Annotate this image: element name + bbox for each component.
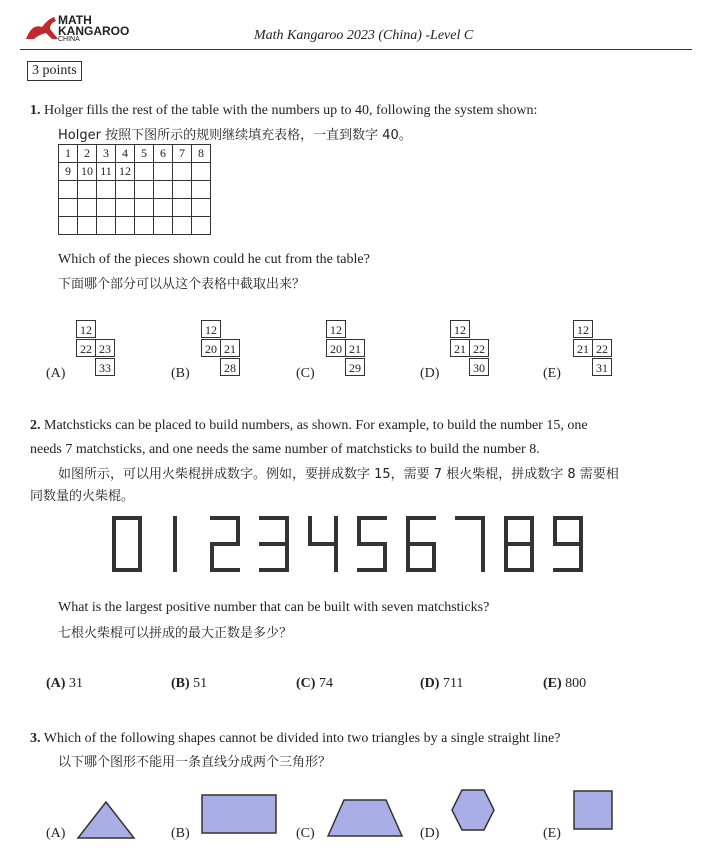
matchstick [334, 544, 338, 572]
matchstick-digit [259, 516, 289, 572]
option-label: (C) [296, 676, 316, 691]
matchstick [406, 516, 410, 544]
table-cell: 6 [154, 145, 173, 163]
piece-cell-mid-right: 22 [592, 339, 612, 357]
matchstick [308, 516, 312, 544]
matchstick-digit [455, 516, 485, 572]
table-cell [154, 163, 173, 181]
header-divider [20, 49, 692, 50]
q1-text-cn: Holger 按照下图所示的规则继续填充表格，一直到数字 40。 [58, 128, 412, 143]
q2-option[interactable] [46, 676, 83, 692]
option-label: (E) [543, 676, 562, 691]
matchstick [406, 568, 436, 572]
option-label: (B) [171, 826, 190, 841]
q1-text-en: Holger fills the rest of the table with the numbers up to 40, following the system shown: [44, 103, 538, 118]
matchstick [504, 568, 534, 572]
piece-cell-top: 12 [573, 320, 593, 338]
option-value: 711 [439, 676, 464, 691]
matchstick [259, 568, 289, 572]
matchstick [481, 544, 485, 572]
q1-option[interactable] [296, 318, 386, 388]
matchstick [406, 516, 436, 520]
matchstick [481, 516, 485, 544]
q2-option[interactable] [543, 676, 586, 692]
matchstick-digit [357, 516, 387, 572]
option-label: (B) [171, 676, 190, 691]
piece-cell-mid-left: 20 [201, 339, 221, 357]
matchstick [173, 544, 177, 572]
matchstick [504, 544, 508, 572]
matchstick [553, 516, 557, 544]
q1-prompt-en: Which of the pieces shown could he cut from the table? [58, 252, 370, 267]
q3-option[interactable] [420, 790, 535, 845]
matchstick [285, 516, 289, 544]
option-label: (A) [46, 676, 66, 691]
matchstick [553, 542, 583, 546]
option-label: (C) [296, 826, 315, 841]
option-label: (B) [171, 366, 190, 381]
table-cell: 8 [192, 145, 211, 163]
kangaroo-logo-icon [22, 13, 62, 43]
table-cell: 11 [97, 163, 116, 181]
matchstick [504, 516, 508, 544]
piece-cell-bottom: 30 [469, 358, 489, 376]
q3-number: 3. [30, 731, 41, 746]
q3-option[interactable] [296, 790, 411, 845]
q1-option[interactable] [543, 318, 633, 388]
option-value: 31 [65, 676, 83, 691]
matchstick [504, 542, 534, 546]
piece-cell-top: 12 [201, 320, 221, 338]
matchstick [236, 516, 240, 544]
q2-text-en-2: needs 7 matchsticks, and one needs the same number of matchsticks to build the number 8. [30, 442, 540, 457]
points-badge: 3 points [27, 61, 82, 81]
piece-cell-mid-left: 21 [573, 339, 593, 357]
matchstick-digits [112, 516, 602, 574]
logo [22, 13, 132, 43]
piece-cell-top: 12 [76, 320, 96, 338]
table-cell: 9 [59, 163, 78, 181]
q2-prompt-en: What is the largest positive number that can be built with seven matchsticks? [58, 600, 490, 615]
matchstick [210, 568, 240, 572]
matchstick-digit [308, 516, 338, 572]
matchstick [112, 568, 142, 572]
q3-option[interactable] [543, 790, 658, 845]
piece-cell-mid-right: 22 [469, 339, 489, 357]
table-cell [192, 163, 211, 181]
matchstick [334, 516, 338, 544]
q3-text-en: Which of the following shapes cannot be divided into two triangles by a single straight line? [43, 731, 561, 746]
piece-cell-top: 12 [450, 320, 470, 338]
q2-option[interactable] [420, 676, 463, 692]
option-value: 51 [189, 676, 208, 691]
table-cell: 4 [116, 145, 135, 163]
table-cell: 12 [116, 163, 135, 181]
page-title: Math Kangaroo 2023 (China) -Level C [254, 28, 474, 43]
q2-text-1 [30, 416, 588, 436]
matchstick-digit [147, 516, 177, 572]
matchstick [357, 516, 387, 520]
matchstick [138, 516, 142, 544]
rectangle-shape [201, 794, 279, 841]
piece-cell-mid-left: 20 [326, 339, 346, 357]
piece-cell-mid-left: 21 [450, 339, 470, 357]
piece-cell-bottom: 31 [592, 358, 612, 376]
piece-cell-mid-left: 22 [76, 339, 96, 357]
q3-text [30, 729, 560, 749]
q2-option[interactable] [171, 676, 207, 692]
option-label: (A) [46, 366, 66, 381]
square-shape [573, 790, 615, 837]
piece-cell-bottom: 29 [345, 358, 365, 376]
q1-option[interactable] [171, 318, 261, 388]
q1-number: 1. [30, 103, 41, 118]
matchstick [210, 542, 240, 546]
q1-text [30, 101, 537, 121]
matchstick [173, 516, 177, 544]
triangle-shape [76, 800, 136, 845]
option-label: (D) [420, 826, 440, 841]
piece-cell-top: 12 [326, 320, 346, 338]
logo-line1: MATH [58, 13, 92, 27]
matchstick-digit [553, 516, 583, 572]
matchstick [357, 568, 387, 572]
q2-prompt-cn: 七根火柴棍可以拼成的最大正数是多少？ [58, 626, 293, 641]
piece-cell-mid-right: 23 [95, 339, 115, 357]
logo-line3: CHINA [58, 36, 80, 43]
q1-option[interactable] [46, 318, 136, 388]
hexagon-shape [450, 788, 496, 837]
option-label: (A) [46, 826, 66, 841]
piece-cell-bottom: 33 [95, 358, 115, 376]
option-label: (D) [420, 366, 440, 381]
table-cell: 5 [135, 145, 154, 163]
q3-option[interactable] [46, 790, 161, 845]
table-cell: 10 [78, 163, 97, 181]
matchstick [553, 568, 583, 572]
option-label: (D) [420, 676, 440, 691]
matchstick [530, 516, 534, 544]
option-value: 800 [561, 676, 587, 691]
matchstick [357, 516, 361, 544]
q2-text-en-1: Matchsticks can be placed to build numbers, as shown. For example, to build the number 15, one [44, 418, 588, 433]
option-value: 74 [315, 676, 333, 691]
q1-prompt-cn: 下面哪个部分可以从这个表格中截取出来？ [58, 277, 306, 292]
option-label: (E) [543, 366, 561, 381]
matchstick-digit [406, 516, 436, 572]
table-cell [135, 163, 154, 181]
table-cell: 1 [59, 145, 78, 163]
option-label: (E) [543, 826, 561, 841]
q2-option[interactable] [296, 676, 333, 692]
matchstick-digit [112, 516, 142, 572]
table-cell: 2 [78, 145, 97, 163]
trapezoid-shape [326, 798, 406, 843]
q2-text-cn-1: 如图所示，可以用火柴棍拼成数字。例如，要拼成数字 15，需要 7 根火柴棍，拼成数字 8 需要相 [58, 467, 619, 482]
piece-cell-bottom: 28 [220, 358, 240, 376]
table-cell [173, 163, 192, 181]
matchstick-digit [210, 516, 240, 572]
q1-number-table [58, 144, 211, 235]
logo-line2: KANGAROO [58, 24, 130, 38]
piece-cell-mid-right: 21 [345, 339, 365, 357]
matchstick [112, 544, 116, 572]
matchstick-digit [504, 516, 534, 572]
matchstick [112, 516, 116, 544]
option-label: (C) [296, 366, 315, 381]
table-cell: 7 [173, 145, 192, 163]
table-cell: 3 [97, 145, 116, 163]
q2-number: 2. [30, 418, 41, 433]
q3-option[interactable] [171, 790, 286, 845]
matchstick [579, 516, 583, 544]
piece-cell-mid-right: 21 [220, 339, 240, 357]
q2-text-cn-2: 同数量的火柴棍。 [30, 489, 135, 504]
q3-text-cn: 以下哪个图形不能用一条直线分成两个三角形？ [58, 755, 332, 770]
q1-option[interactable] [420, 318, 510, 388]
